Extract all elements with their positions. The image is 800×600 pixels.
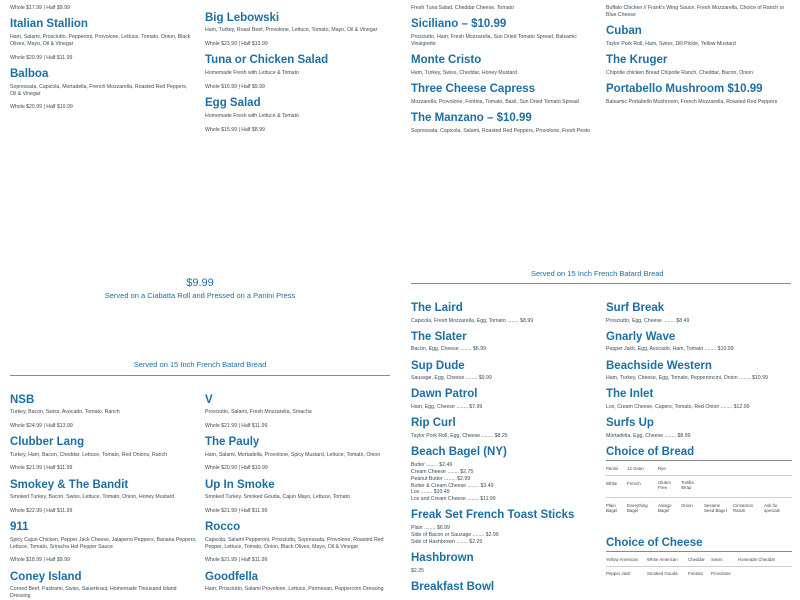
bread-option: White [606,481,618,486]
item-desc: Corned Beef, Pastrami, Swiss, Sauerkraut, Homemade Thousand Island Dressing [10,586,177,599]
bagel-option: Cream Cheese ........ $2.75 [411,469,474,475]
whole-half-price: Whole $22.99 | Half $11.99 [10,508,73,514]
item-title: Rocco [205,521,241,533]
bread-option: Ask for specials [764,503,780,514]
cheese-option: Homeade Cheddar [738,557,776,562]
item-title: Three Cheese Capress [411,83,536,95]
item-title: Goodfella [205,571,259,583]
item-desc: Mortadella, Egg, Cheese ........ $8.99 [606,433,691,439]
item-title: The Laird [411,302,463,314]
bread-option: Tortilla Wrap [681,480,694,491]
item-desc: Buffalo Chicken // Frank's Wing Sauce, Fresh Mozzarella, Choice of Ranch or Blue Cheese [606,5,785,18]
item-desc: Fresh Tuna Salad, Cheddar Cheese, Tomato [411,5,514,11]
item-desc: Sausage, Egg, Cheese ........ $9.99 [411,375,492,381]
item-desc: Ham, Salami, Mortadella, Provolone, Spicy Mustard, Lettuce, Tomato, Onion [205,452,381,458]
whole-half-price: Whole $20.99 | Half $11.99 [10,55,73,61]
item-price: $2.25 [411,568,424,574]
item-title: Siciliano – $10.99 [411,18,507,30]
item-desc: Prosciutto, Ham, Fresh Mozzarella, Sun Dried Tomato Spread, Balsamic Vinaigrette [411,34,577,47]
whole-half-price: Whole $16.99 | Half $9.99 [205,84,265,90]
item-title: Breakfast Bowl [411,581,495,593]
item-title: Rip Curl [411,417,456,429]
section-divider [606,460,792,461]
whole-half-price: Whole $21.99 | Half $11.99 [205,508,268,514]
bread-option: Sesame Seed Bagel [704,503,727,514]
item-title: V [205,394,213,406]
whole-half-price: Whole $20.99 | Half $10.99 [205,465,268,471]
whole-half-price: Whole $21.99 | Half $11.99 [10,465,73,471]
item-title: The Manzano – $10.99 [411,112,532,124]
item-desc: Ham, Salami, Prosciutto, Pepperoni, Provolone, Lettuce, Tomato, Onion, Black Olives, Mayo, Oil & Vinegar [10,34,191,47]
item-title: Surf Break [606,302,665,314]
ciabatta-note: Served on a Ciabatta Roll and Pressed on a Panini Press [104,291,296,300]
item-title: Gnarly Wave [606,331,676,343]
cheese-option: Smoked Gouda [647,571,678,576]
item-title: Beach Bagel (NY) [411,446,507,458]
item-title: The Pauly [205,436,260,448]
bread-option: Panini [606,466,619,471]
item-title: Dawn Patrol [411,388,478,400]
item-title: Egg Salad [205,97,261,109]
item-desc: Taylor Pork Roll, Ham, Swiss, Dill Pickle, Yellow Mustard [606,41,736,47]
whole-half-price: Whole $20.99 | Half $10.99 [10,104,73,110]
whole-half-price: Whole $21.99 | Half $11.99 [205,423,268,429]
item-desc: Taylor Pork Roll, Egg, Cheese ........ $8.25 [411,433,508,439]
item-title: Freak Set French Toast Sticks [411,509,575,521]
item-title: Beachside Western [606,360,712,372]
item-desc: Turkey, Bacon, Swiss, Avocado, Tomato, Ranch [10,409,120,415]
served-on-note: Served on 15 Inch French Batard Bread [133,360,267,369]
toast-option: Side of Hashbrown ........ $2.25 [411,539,483,545]
cheese-option: Swiss [711,557,723,562]
whole-half-price: Whole $15.99 | Half $8.99 [205,127,265,133]
item-title: Balboa [10,68,49,80]
bread-option: Rye [658,466,666,471]
item-title: NSB [10,394,35,406]
item-desc: Mozzarella, Provolone, Fontina, Tomato, Basil, Sun Dried Tomato Spread [411,99,579,105]
row-divider [606,497,792,498]
bagel-option: Lox ........ $10.49 [411,489,450,495]
item-title: Clubber Lang [10,436,85,448]
item-desc: Spicy Cajun Chicken, Pepper Jack Cheese, Jalapeno Peppers, Banana Peppers, Lettuce, Tomato, Sriracha Hot Pepper Sauce [10,537,197,550]
section-divider [606,551,792,552]
bread-option: 12 Grain [627,466,644,471]
item-desc: Homemade Fresh with Lettuce & Tomato [205,70,299,76]
bread-title: Choice of Bread [606,446,695,458]
whole-half-price: Whole $21.99 | Half $11.99 [205,557,268,563]
item-desc: Ham, Egg, Cheese ........ $7.99 [411,404,483,410]
ciabatta-price: $9.99 [186,277,214,289]
item-title: Monte Cristo [411,54,482,66]
whole-half-price: Whole $23.99 | Half $13.99 [205,41,268,47]
item-desc: Ham, Prosciutto, Salami Provolone, Lettuce, Parmesan, Peppercorn Dressing [205,586,384,592]
item-desc: Turkey, Ham, Bacon, Cheddar, Lettuce, Tomato, Red Onions, Ranch [10,452,168,458]
bread-option: Gluten Free [658,480,671,491]
item-desc: Capicola, Salami Pepperoni, Prosciutto, Sopressata, Provolone, Roasted Red Pepper, Lettuce, Tomato, Onion, Black Olives, Mayo, Oil & Vinegar [205,537,384,550]
item-title: The Kruger [606,54,668,66]
served-on-note: Served on 15 Inch French Batard Bread [531,269,664,278]
item-title: Italian Stallion [10,18,88,30]
item-desc: Capicola, Fresh Mozzarella, Egg, Tomato ........ $8.99 [411,318,534,324]
bread-option: French [627,481,641,486]
whole-half-price: Whole $18.99 | Half $9.99 [10,557,70,563]
item-title: Smokey & The Bandit [10,479,129,491]
section-divider [10,375,390,376]
item-title: The Inlet [606,388,654,400]
item-desc: Smoked Turkey, Smoked Gouda, Cajun Mayo, Lettuce, Tomato [205,494,350,500]
toast-option: Plain ........ $6.99 [411,525,450,531]
item-title: The Slater [411,331,467,343]
bread-option: Onion [681,503,693,508]
whole-half-price: Whole $17.99 | Half $9.99 [10,5,70,11]
item-title: Coney Island [10,571,82,583]
section-divider [411,283,791,284]
item-desc: Balsamic Portabello Mushroom, French Mozzarella, Roasted Red Peppers [606,99,778,105]
cheese-option: Fontina [688,571,703,576]
item-desc: Chipotle chicken Bread Chipotle Ranch, Cheddar, Bacon, Onion [606,70,754,76]
bagel-option: Butter & Cream Cheese ........ $3.49 [411,483,494,489]
item-desc: Lox, Cream Cheese, Capers, Tomato, Red Onion ........ $12.99 [606,404,750,410]
cheese-option: Provolone [711,571,731,576]
item-title: Surfs Up [606,417,654,429]
item-desc: Sopressata, Capicola, Salami, Roasted Red Peppers, Provolone, Fresh Pesto [411,128,591,134]
item-title: Sup Dude [411,360,465,372]
item-desc: Bacon, Egg, Cheese ........ $6.99 [411,346,486,352]
cheese-title: Choice of Cheese [606,537,703,549]
item-title: 911 [10,521,29,533]
item-desc: Homemade Fresh with Lettuce & Tomato [205,113,299,119]
cheese-option: White American [647,557,678,562]
item-title: Hashbrown [411,552,474,564]
item-desc: Ham, Turkey, Cheese, Egg, Tomato, Pepperoncini, Onion ........ $10.99 [606,375,768,381]
bread-option: Cinnamon Raisin [733,503,754,514]
item-desc: Prosciutto, Egg, Cheese ........ $8.49 [606,318,690,324]
item-desc: Pepper Jack, Egg, Avocado, Ham, Tomato ........ $10.99 [606,346,734,352]
item-desc: Ham, Turkey, Swiss, Cheddar, Honey Mustard [411,70,517,76]
bread-option: Everything Bagel [627,503,648,514]
item-desc: Prosciutto, Salami, Fresh Mozzarella, Sriracha [205,409,312,415]
bread-option: Plain Bagel [606,503,618,514]
item-title: Big Lebowski [205,12,280,24]
item-desc: Sopressata, Capicola, Mortadella, French Mozzarella, Roasted Red Peppers, Oil & Vinegar [10,84,188,97]
whole-half-price: Whole $24.99 | Half $13.99 [10,423,73,429]
item-title: Cuban [606,25,642,37]
item-title: Tuna or Chicken Salad [205,54,329,66]
bread-option: Asiago Bagel [658,503,672,514]
item-title: Up In Smoke [205,479,275,491]
bagel-option: Lox and Cream Cheese ........ $11.99 [411,496,496,502]
item-desc: Ham, Turkey, Roast Beef, Provolone, Lettuce, Tomato, Mayo, Oil & Vinegar [205,27,378,33]
toast-option: Side of Bacon or Sausage ........ $2.99 [411,532,499,538]
cheese-option: Cheddar [688,557,705,562]
item-title: Portabello Mushroom $10.99 [606,83,763,95]
item-desc: Smoked Turkey, Bacon, Swiss, Lettuce, Tomato, Onion, Honey Mustard [10,494,175,500]
row-divider [606,475,792,476]
row-divider [606,566,792,567]
bagel-option: Peanut Butter ........ $2.99 [411,476,471,482]
cheese-option: Yellow American [606,557,639,562]
bagel-option: Butter ........ $2.49 [411,462,453,468]
cheese-option: Pepper Jack [606,571,631,576]
